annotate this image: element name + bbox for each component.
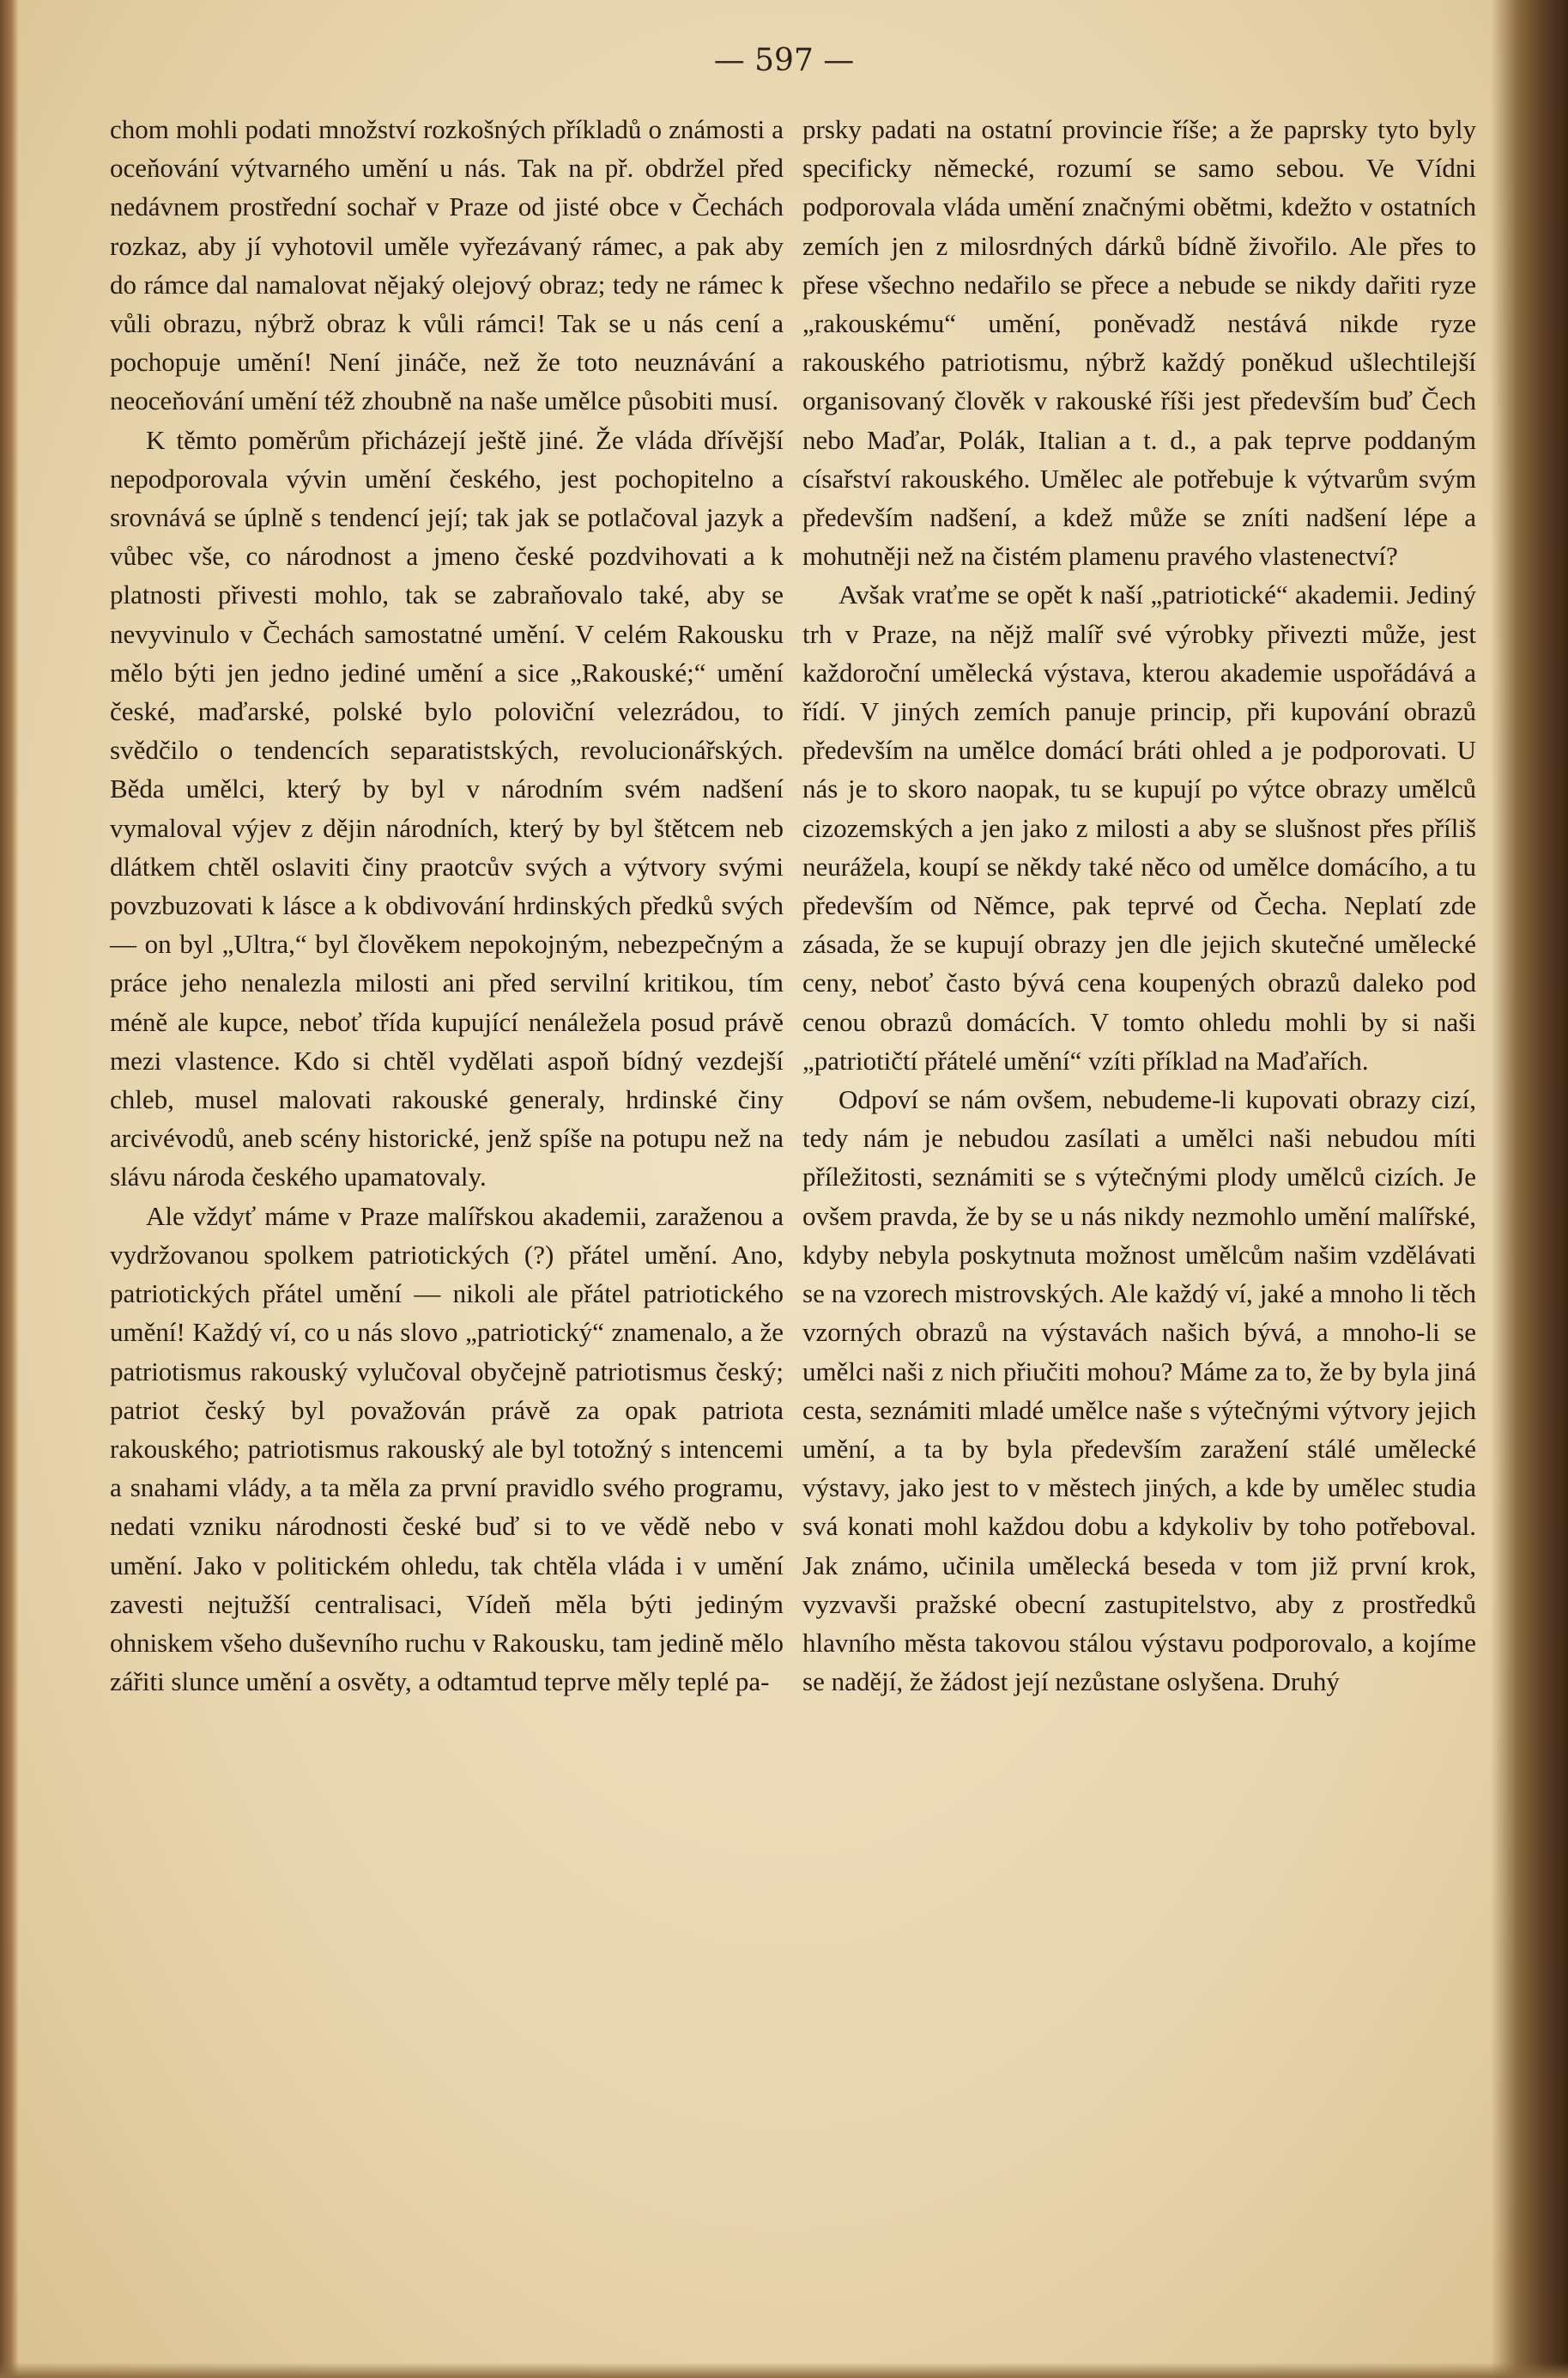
paragraph: Odpoví se nám ovšem, nebudeme-li kupovati obrazy cizí, tedy nám je nebudou zasílati a umělci naši nebudou míti příležitosti, seznámiti se s výtečnými plody umělců cizích. Je ovšem pravda, že by se u nás nikdy nezmohlo umění malířské, kdyby nebyla poskytnuta možnost umělcům našim vzdělávati se na vzorech mistrovských. Ale každý ví, jaké a mnoho li těch vzorných obrazů na výstavách našich bývá, a mnoho-li se umělci naši z nich přiučiti mohou? Máme za to, že by byla jiná cesta, seznámiti mladé umělce naše s výtečnými výtvory jejich umění, a ta by byla především zaražení stálé umělecké výstavy, jako jest to v městech jiných, a kde by umělec studia svá konati mohl každou dobu a kdykoliv by toho potřeboval. Jak známo, učinila umělecká beseda v tom již první krok, vyzvavši pražské obecní zastupitelstvo, aby z prostředků hlavního města takovou stálou výstavu podporovalo, a kojíme se nadějí, že žádost její nezůstane oslyšena. Druhý <box>802 1084 1476 1697</box>
right-column <box>802 110 1476 1701</box>
page-edge-left <box>0 0 19 2378</box>
paragraph: Ale vždyť máme v Praze malířskou akademii, zaraženou a vydržovanou spolkem patriotických (?) přátel umění. Ano, patriotických přátel umění — nikoli ale přátel patriotického umění! Každý ví, co u nás slovo „patriotický“ znamenalo, a že patriotismus rakouský vylučoval obyčejně patriotismus český; patriot český byl považován právě za opak patriota rakouského; patriotismus rakouský ale byl totožný s intencemi a snahami vlády, a ta měla za první pravidlo svého programu, nedati vzniku národnosti české buď si to ve vědě nebo v umění. Jako v politickém ohledu, tak chtěla vláda i v umění zavesti nejtužší centralisaci, Vídeň měla býti jediným ohniskem všeho duševního ruchu v Rakousku, tam jedině mělo zářiti slunce umění a osvěty, a odtamtud teprve měly teplé pa- <box>110 1200 784 1697</box>
page-edge-right <box>1491 0 1568 2378</box>
left-column <box>110 110 784 1701</box>
page-edge-bottom <box>0 2363 1568 2378</box>
paragraph: K těmto poměrům přicházejí ještě jiné. Že vláda dřívější nepodporovala vývin umění českého, jest pochopitelno a srovnává se úplně s tendencí její; tak jak se potlačoval jazyk a vůbec vše, co národnost a jmeno české pozdvihovati a k platnosti přivesti mohlo, tak se zabraňovalo také, aby se nevyvinulo v Čechách samostatné umění. V celém Rakousku mělo býti jen jedno jediné umění a sice „Rakouské;“ umění české, maďarské, polské bylo poloviční velezrádou, to svědčilo o tendencích separatistských, revolucionářských. Běda umělci, který by byl v národním svém nadšení vymaloval výjev z dějin národních, který by byl štětcem neb dlátkem chtěl oslaviti činy praotcův svých a výtvory svými povzbuzovati k lásce a k obdivování hrdinských předků svých — on byl „Ultra,“ byl člověkem nepokojným, nebezpečným a práce jeho nenalezla milosti ani před servilní kritikou, tím méně ale kupce, neboť třída kupující nenáležela posud právě mezi vlastence. Kdo si chtěl vydělati aspoň bídný vezdejší chleb, musel malovati rakouské generaly, hrdinské činy arcivévodů, aneb scény historické, jenž spíše na potupu než na slávu národa českého upamatovaly. <box>110 424 784 1192</box>
page-number: — 597 — <box>713 43 855 78</box>
paragraph: chom mohli podati množství rozkošných příkladů o známosti a oceňování výtvarného umění u nás. Tak na př. obdržel před nedávnem prostřední sochař v Praze od jisté obce v Čechách rozkaz, aby jí vyhotovil uměle vyřezávaný rámec, a pak aby do rámce dal namalovat nějaký olejový obraz; tedy ne rámec k vůli obrazu, nýbrž obraz k vůli rámci! Tak se u nás cení a pochopuje umění! Není jináče, než že toto neuznávání a neoceňování umění též zhoubně na naše umělce působiti musí. <box>110 114 784 416</box>
paragraph: Avšak vraťme se opět k naší „patriotické“ akademii. Jediný trh v Praze, na nějž malíř své výrobky přivezti může, jest každoroční umělecká výstava, kterou akademie uspořádává a řídí. V jiných zemích panuje princip, při kupování obrazů především na umělce domácí bráti ohled a je podporovati. U nás je to skoro naopak, tu se kupují po výtce obrazy umělců cizozemských a jen jako z milosti a aby se slušnost přes příliš neurážela, koupí se někdy také něco od umělce domácího, a tu především od Němce, pak teprvé od Čecha. Neplatí zde zásada, že se kupují obrazy jen dle jejich skutečné umělecké ceny, neboť často bývá cena koupených obrazů daleko pod cenou obrazů domácích. V tomto ohledu mohli by si naši „patriotičtí přátelé umění“ vzíti příklad na Maďařích. <box>802 579 1476 1076</box>
paragraph: prsky padati na ostatní provincie říše; a že paprsky tyto byly specificky německé, rozumí se samo sebou. Ve Vídni podporovala vláda umění značnými obětmi, kdežto v ostatních zemích jen z milosrdných dárků bídně živořilo. Ale přes to přese všechno nedařilo se přece a nebude se nikdy dařiti ryze „rakouskému“ umění, poněvadž nestává nikde ryze rakouského patriotismu, nýbrž každý poněkud ušlechtilejší organisovaný člověk v rakouské říši jest především buď Čech nebo Maďar, Polák, Italian a t. d., a pak teprve poddaným císařství rakouského. Umělec ale potřebuje k výtvarům svým především nadšení, a kdež může se zníti nadšení lépe a mohutněji než na čistém plamenu pravého vlastenectví? <box>802 114 1476 572</box>
